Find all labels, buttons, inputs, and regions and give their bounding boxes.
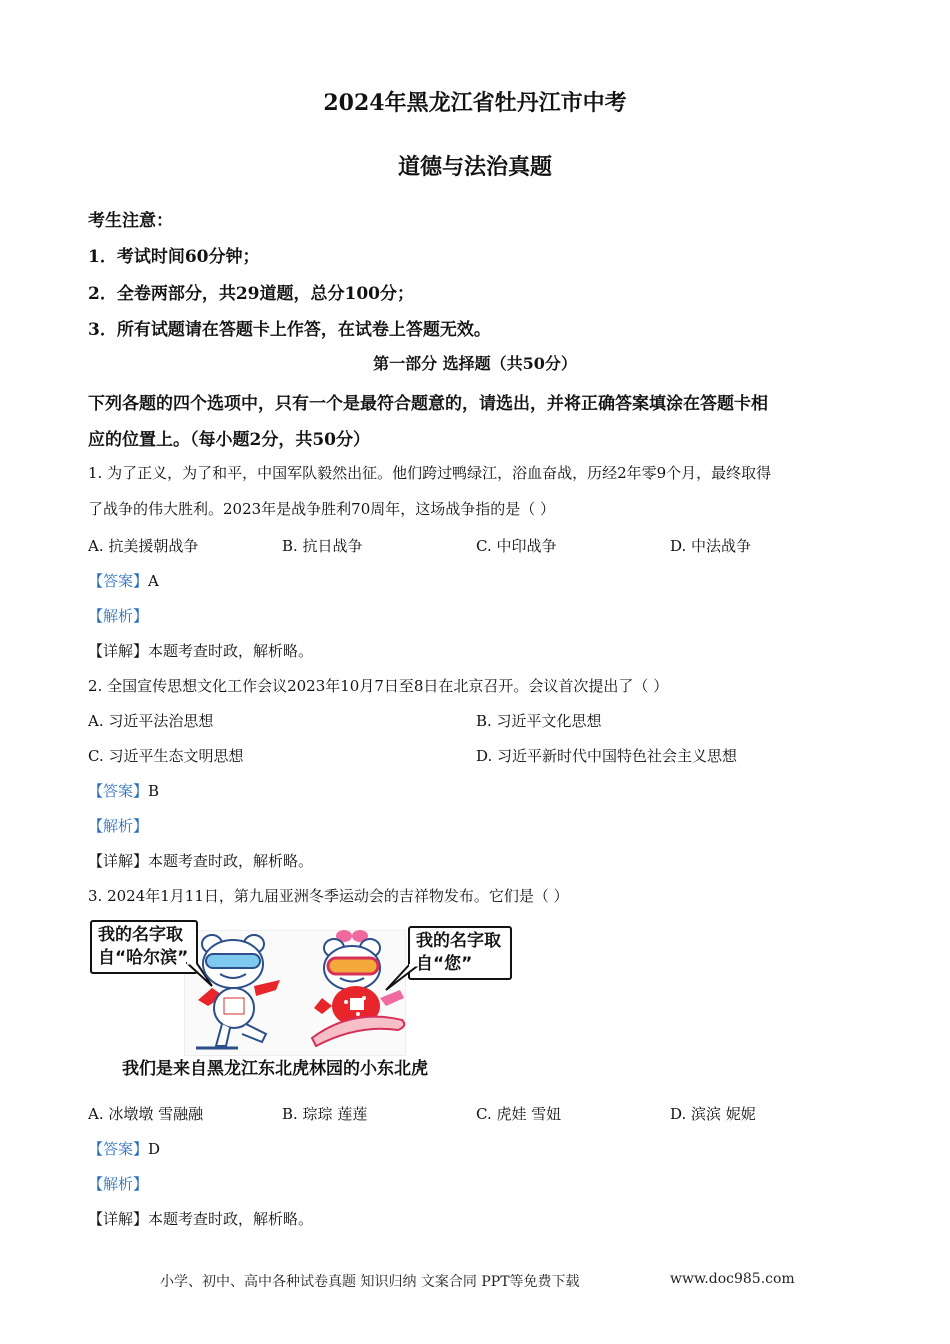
option-c: C. 虎娃 雪妞 — [476, 1105, 562, 1123]
bubble-right-line: 自“您” — [416, 954, 473, 974]
question-stem: 3. 2024年1月11日，第九届亚洲冬季运动会的吉祥物发布。它们是（ ） — [88, 887, 569, 905]
answer-label: 【答案】 — [88, 572, 149, 590]
answer-line — [88, 570, 159, 591]
analysis-label: 【解析】 — [88, 607, 149, 625]
mascot-figure — [88, 918, 520, 1080]
speech-bubble-right — [408, 926, 512, 980]
question-stem: 了战争的伟大胜利。2023年是战争胜利70周年，这场战争指的是（ ） — [88, 500, 556, 518]
question-stem: 2. 全国宣传思想文化工作会议2023年10月7日至8日在北京召开。会议首次提出了（ ） — [88, 677, 669, 695]
option-c: C. 习近平生态文明思想 — [88, 747, 244, 765]
detail-text: 本题考查时政，解析略。 — [148, 1210, 314, 1228]
notice-item: 2．全卷两部分，共29道题，总分100分； — [88, 284, 414, 304]
option-b: B. 抗日战争 — [282, 537, 363, 555]
part1-instruction: 下列各题的四个选项中，只有一个是最符合题意的，请选出，并将正确答案填涂在答题卡相 — [88, 394, 768, 414]
answer-value: D — [148, 1140, 161, 1158]
footer-site-link[interactable]: www.doc985.com — [670, 1271, 795, 1287]
notice-item: 3．所有试题请在答题卡上作答，在试卷上答题无效。 — [88, 320, 491, 340]
exam-subtitle: 道德与法治真题 — [397, 154, 552, 180]
detail-label: 【详解】 — [88, 852, 149, 870]
detail-label: 【详解】 — [88, 642, 149, 660]
detail-text: 本题考查时政，解析略。 — [148, 852, 314, 870]
option-d: D. 中法战争 — [670, 537, 752, 555]
analysis-label: 【解析】 — [88, 1175, 149, 1193]
answer-value: A — [148, 572, 159, 590]
notice-heading: 考生注意： — [88, 211, 173, 231]
detail-label: 【详解】 — [88, 1210, 149, 1228]
answer-label: 【答案】 — [88, 1140, 149, 1158]
question-stem: 1. 为了正义，为了和平，中国军队毅然出征。他们跨过鸭绿江，浴血奋战，历经2年零9个月，最终取得 — [88, 464, 772, 482]
option-c: C. 中印战争 — [476, 537, 557, 555]
detail-line — [88, 640, 313, 661]
answer-label: 【答案】 — [88, 782, 149, 800]
bubble-right-tail — [384, 964, 420, 994]
detail-line — [88, 1208, 313, 1229]
bubble-left-line: 我的名字取 — [98, 925, 183, 945]
option-d: D. 习近平新时代中国特色社会主义思想 — [476, 747, 738, 765]
notice-item: 1．考试时间60分钟； — [88, 247, 260, 267]
option-a: A. 抗美援朝战争 — [88, 537, 199, 555]
footer-text: 小学、初中、高中各种试卷真题 知识归纳 文案合同 PPT等免费下载 — [160, 1274, 580, 1290]
answer-line — [88, 1138, 160, 1159]
part1-instruction: 应的位置上。（每小题2分，共50分） — [88, 430, 370, 450]
mascot-binbin-icon — [192, 932, 292, 1052]
bubble-right-line: 我的名字取 — [416, 931, 501, 951]
exam-title: 2024年黑龙江省牡丹江市中考 — [323, 90, 627, 116]
option-b: B. 琮琮 莲莲 — [282, 1105, 368, 1123]
speech-bubble-left — [90, 920, 198, 974]
answer-value: B — [148, 782, 160, 800]
detail-line — [88, 850, 313, 871]
answer-line — [88, 780, 159, 801]
part1-heading: 第一部分 选择题（共50分） — [373, 354, 577, 373]
analysis-label: 【解析】 — [88, 817, 149, 835]
detail-text: 本题考查时政，解析略。 — [148, 642, 314, 660]
option-a: A. 冰墩墩 雪融融 — [88, 1105, 204, 1123]
figure-caption: 我们是来自黑龙江东北虎林园的小东北虎 — [122, 1059, 428, 1079]
option-b: B. 习近平文化思想 — [476, 712, 602, 730]
option-a: A. 习近平法治思想 — [88, 712, 214, 730]
bubble-left-line: 自“哈尔滨” — [98, 948, 189, 968]
option-d: D. 滨滨 妮妮 — [670, 1105, 756, 1123]
